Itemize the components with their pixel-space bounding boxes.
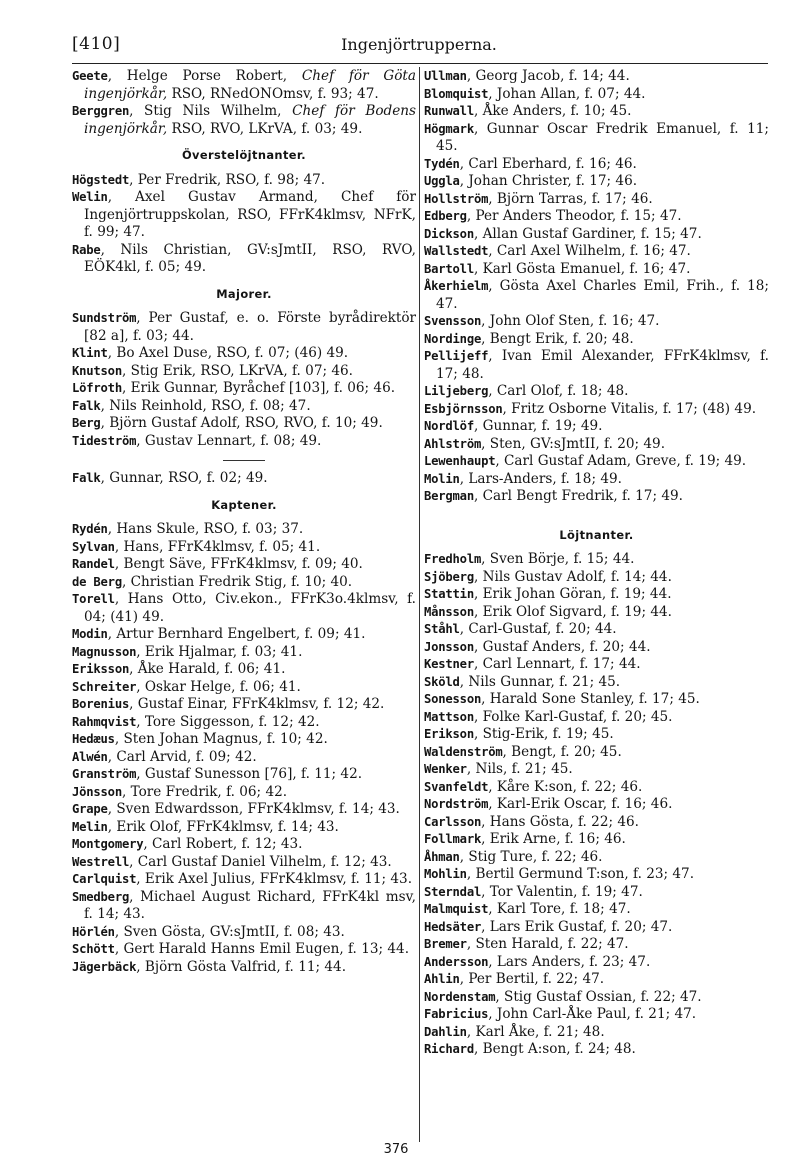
entry-surname: Hollström — [424, 191, 489, 206]
entry-surname: Schött — [72, 942, 115, 956]
entry-details: , Gunnar Oscar Fredrik Emanuel, f. 11; 45. — [436, 120, 769, 154]
entry-details: , Gert Harald Hanns Emil Eugen, f. 13; 44. — [114, 941, 410, 957]
register-entry — [72, 626, 416, 644]
entry-details: RSO, RNedONOmsv, f. 93; 47. — [167, 85, 379, 102]
register-entry — [72, 591, 416, 626]
entry-details: , Hans Skule, RSO, f. 03; 37. — [107, 521, 304, 537]
entry-details: , Axel Gustav Armand, Chef för Ingenjörtruppskolan, RSO, FFrK4klmsv, NFrK, f. 99; 47. — [84, 189, 416, 240]
entry-details: , Hans Gösta, f. 22; 46. — [481, 813, 639, 830]
entry-surname: Molin — [424, 471, 460, 486]
register-entry — [424, 173, 769, 191]
register-entry — [424, 278, 769, 313]
section-heading: Majorer. — [216, 286, 272, 301]
entry-details: , Carl-Gustaf, f. 20; 44. — [459, 621, 617, 637]
register-entry — [424, 551, 769, 569]
entry-details: , Gunnar, f. 19; 49. — [473, 418, 603, 434]
register-entry — [424, 726, 769, 744]
entry-surname: Alwén — [72, 749, 108, 764]
entry-surname: Malmquist — [424, 902, 489, 916]
entry-details: , Karl Åke, f. 21; 48. — [466, 1023, 605, 1040]
entry-details: , Carl Gustaf Adam, Greve, f. 19; 49. — [495, 453, 747, 469]
register-entry — [72, 470, 416, 488]
register-entry — [72, 959, 416, 977]
entry-surname: Esbjörnsson — [424, 401, 503, 416]
entry-details: , Björn Gösta Valfrid, f. 11; 44. — [136, 958, 347, 975]
entry-surname: Waldenström — [424, 744, 503, 759]
register-entry — [424, 744, 769, 762]
entry-details: , Michael August Richard, FFrK4kl msv, f. 14; 43. — [84, 888, 416, 922]
column-divider — [419, 67, 420, 1142]
right-column — [424, 68, 769, 1059]
register-entry — [424, 674, 769, 692]
entry-details: , Nils Gunnar, f. 21; 45. — [459, 673, 621, 690]
entry-surname: Wallstedt — [424, 244, 489, 258]
entry-surname: Tydén — [424, 156, 460, 171]
register-entry — [72, 644, 416, 662]
entry-surname: Månsson — [424, 604, 474, 619]
entry-details: , Björn Tarras, f. 17; 46. — [488, 190, 653, 207]
entry-surname: Welin — [72, 190, 108, 204]
register-entry — [72, 766, 416, 784]
register-entry — [424, 331, 769, 349]
entry-title-italic: Chef för Göta ingenjörkår, — [84, 68, 416, 102]
entry-details: , Hans Otto, Civ.ekon., FFrK3o.4klmsv, f. 04; (41) 49. — [84, 591, 416, 625]
entry-surname: Hedsäter — [424, 919, 482, 934]
page-header — [72, 34, 766, 60]
register-entry — [424, 313, 769, 331]
register-entry — [72, 189, 416, 242]
register-entry — [424, 971, 769, 989]
entry-surname: Ahlin — [424, 972, 460, 986]
entry-details: , Nils, f. 21; 45. — [466, 761, 573, 777]
entry-surname: Bergman — [424, 489, 474, 503]
register-entry — [424, 86, 769, 104]
entry-details: , Gustaf Einar, FFrK4klmsv, f. 12; 42. — [129, 696, 385, 712]
entry-surname: Grape — [72, 802, 108, 816]
entry-surname: Runwall — [424, 104, 474, 118]
register-entry — [424, 796, 769, 814]
entry-details: , Fritz Osborne Vitalis, f. 17; (48) 49. — [502, 400, 757, 417]
register-entry — [72, 784, 416, 802]
entry-details: , Carl Lennart, f. 17; 44. — [473, 656, 641, 672]
register-entry — [72, 345, 416, 363]
entry-surname: Ståhl — [424, 622, 460, 636]
register-entry — [424, 488, 769, 506]
entry-details: , Nils Gustav Adolf, f. 14; 44. — [473, 568, 672, 585]
entry-surname: Nordinge — [424, 331, 482, 346]
register-entry — [424, 761, 769, 779]
register-entry — [424, 226, 769, 244]
entry-details: , Sven Börje, f. 15; 44. — [481, 551, 635, 567]
entry-details: , Per Anders Theodor, f. 15; 47. — [466, 208, 682, 224]
entry-details: , Nils Reinhold, RSO, f. 08; 47. — [100, 397, 311, 414]
running-title: Ingenjörtrupperna. — [341, 35, 497, 54]
register-entry — [72, 924, 416, 942]
register-entry — [424, 383, 769, 401]
entry-details: , Helge Porse Robert, — [107, 68, 302, 84]
register-entry — [424, 691, 769, 709]
register-entry — [424, 901, 769, 919]
register-entry — [424, 709, 769, 727]
entry-surname: Carlsson — [424, 814, 482, 829]
entry-surname: Westrell — [72, 854, 130, 869]
entry-details: , Nils Christian, GV:sJmtII, RSO, RVO, EÖK4kl, f. 05; 49. — [84, 241, 416, 275]
entry-surname: Pellijeff — [424, 349, 489, 363]
entry-details: , Allan Gustaf Gardiner, f. 15; 47. — [473, 225, 702, 242]
entry-surname: Falk — [72, 471, 101, 485]
entry-details: , Carl Olof, f. 18; 48. — [488, 383, 629, 399]
entry-details: , Carl Axel Wilhelm, f. 16; 47. — [488, 243, 691, 259]
entry-surname: Magnusson — [72, 644, 137, 659]
section-heading: Löjtnanter. — [559, 527, 634, 542]
register-entry — [424, 621, 769, 639]
entry-surname: Kestner — [424, 657, 474, 671]
entry-surname: de Berg — [72, 574, 122, 589]
entry-details: , Per Bertil, f. 22; 47. — [459, 971, 605, 987]
entry-surname: Sundström — [72, 311, 137, 325]
register-entry — [424, 436, 769, 454]
register-entry — [72, 415, 416, 433]
entry-surname: Tideström — [72, 433, 137, 448]
register-entry — [424, 936, 769, 954]
entry-surname: Rahmqvist — [72, 714, 137, 729]
register-entry — [72, 172, 416, 190]
register-entry — [72, 731, 416, 749]
register-entry — [424, 243, 769, 261]
entry-details: , Sten Johan Magnus, f. 10; 42. — [114, 731, 328, 747]
entry-surname: Sterndal — [424, 884, 482, 899]
entry-surname: Lewenhaupt — [424, 454, 496, 468]
register-entry — [424, 919, 769, 937]
entry-surname: Melin — [72, 819, 108, 834]
register-entry — [72, 801, 416, 819]
entry-details: , Stig Ture, f. 22; 46. — [459, 848, 603, 865]
entry-details: , Bengt A:son, f. 24; 48. — [473, 1041, 636, 1057]
entry-details: , Bertil Germund T:son, f. 23; 47. — [466, 866, 695, 882]
entry-details: , Christian Fredrik Stig, f. 10; 40. — [121, 573, 353, 590]
register-entry — [424, 1006, 769, 1024]
entry-surname: Erikson — [424, 727, 474, 741]
entry-details: , Erik Arne, f. 16; 46. — [481, 831, 626, 847]
register-entry — [424, 1041, 769, 1059]
register-entry — [72, 521, 416, 539]
entry-details: , Gustav Lennart, f. 08; 49. — [136, 432, 322, 449]
spacer — [424, 506, 769, 518]
register-entry — [424, 1024, 769, 1042]
entry-details: , Erik Hjalmar, f. 03; 41. — [136, 643, 303, 660]
entry-surname: Dahlin — [424, 1024, 467, 1039]
register-entry — [424, 849, 769, 867]
entry-details: , Carl Gustaf Daniel Vilhelm, f. 12; 43. — [129, 853, 392, 870]
entry-surname: Geete — [72, 69, 108, 83]
entry-details: , John Carl-Åke Paul, f. 21; 47. — [488, 1006, 697, 1022]
entry-details: , Erik Johan Göran, f. 19; 44. — [473, 586, 672, 602]
left-column — [72, 68, 416, 976]
entry-title-italic: Chef för Bodens ingenjörkår, — [84, 103, 416, 137]
entry-surname: Smedberg — [72, 889, 130, 904]
entry-details: , Folke Karl-Gustaf, f. 20; 45. — [473, 708, 673, 725]
register-entry — [72, 363, 416, 381]
entry-surname: Jonsson — [424, 639, 474, 654]
register-entry — [72, 941, 416, 959]
register-entry — [424, 121, 769, 156]
entry-surname: Åkerhielm — [424, 279, 489, 293]
register-entry — [424, 779, 769, 797]
entry-surname: Högstedt — [72, 172, 130, 187]
section-divider — [223, 460, 265, 461]
register-entry — [72, 871, 416, 889]
entry-details: , Lars-Anders, f. 18; 49. — [459, 470, 622, 487]
register-entry — [72, 819, 416, 837]
entry-details: , Erik Axel Julius, FFrK4klmsv, f. 11; 43. — [136, 871, 413, 887]
entry-details: , Bengt Erik, f. 20; 48. — [481, 330, 634, 347]
entry-surname: Schreiter — [72, 679, 137, 694]
register-entry — [72, 103, 416, 138]
register-entry — [72, 556, 416, 574]
entry-details: , Sven Gösta, GV:sJmtII, f. 08; 43. — [114, 923, 345, 940]
entry-details: , Oskar Helge, f. 06; 41. — [136, 678, 301, 695]
entry-details: , Kåre K:son, f. 22; 46. — [488, 778, 643, 795]
register-entry — [424, 954, 769, 972]
entry-details: , Georg Jacob, f. 14; 44. — [466, 68, 630, 84]
entry-details: , Bengt Säve, FFrK4klmsv, f. 09; 40. — [114, 556, 363, 572]
entry-details: , Lars Anders, f. 23; 47. — [488, 953, 651, 970]
entry-surname: Modin — [72, 627, 108, 641]
entry-details: , Carl Bengt Fredrik, f. 17; 49. — [473, 488, 683, 504]
register-entry — [424, 656, 769, 674]
entry-surname: Svensson — [424, 314, 482, 328]
entry-details: , Per Fredrik, RSO, f. 98; 47. — [129, 171, 326, 188]
footer-folio: 376 — [383, 1142, 409, 1157]
entry-surname: Dickson — [424, 226, 474, 241]
register-entry — [72, 539, 416, 557]
register-entry — [72, 68, 416, 103]
entry-surname: Sköld — [424, 674, 460, 689]
entry-surname: Berggren — [72, 104, 130, 118]
entry-surname: Borenius — [72, 697, 130, 711]
entry-surname: Nordström — [424, 797, 489, 811]
entry-surname: Fabricius — [424, 1007, 489, 1021]
entry-details: , Carl Arvid, f. 09; 42. — [107, 748, 257, 765]
register-entry — [72, 398, 416, 416]
entry-surname: Blomquist — [424, 86, 489, 101]
entry-surname: Wenker — [424, 762, 467, 776]
entry-surname: Knutson — [72, 363, 122, 378]
entry-surname: Eriksson — [72, 662, 130, 676]
entry-details: , Sten Harald, f. 22; 47. — [466, 936, 629, 952]
entry-surname: Richard — [424, 1042, 474, 1056]
entry-details: , Lars Erik Gustaf, f. 20; 47. — [481, 918, 673, 935]
register-entry — [424, 639, 769, 657]
entry-details: , Sten, GV:sJmtII, f. 20; 49. — [481, 435, 666, 452]
entry-surname: Hedæus — [72, 732, 115, 746]
entry-surname: Berg — [72, 416, 101, 430]
entry-details: , Hans, FFrK4klmsv, f. 05; 41. — [114, 538, 321, 555]
entry-details: , Stig Nils Wilhelm, — [129, 103, 293, 119]
entry-surname: Klint — [72, 346, 108, 360]
register-entry — [72, 679, 416, 697]
register-entry — [72, 749, 416, 767]
entry-details: , Bengt, f. 20; 45. — [502, 743, 622, 760]
register-entry — [72, 574, 416, 592]
entry-details: , Åke Harald, f. 06; 41. — [129, 661, 286, 677]
entry-details: , Gösta Axel Charles Emil, Frih., f. 18; 47. — [436, 278, 769, 312]
entry-surname: Torell — [72, 592, 115, 606]
register-entry — [72, 889, 416, 924]
entry-surname: Nordenstam — [424, 989, 496, 1004]
entry-surname: Hörlén — [72, 924, 115, 939]
entry-details: , Johan Allan, f. 07; 44. — [488, 85, 646, 102]
entry-surname: Liljeberg — [424, 384, 489, 398]
entry-details: , Johan Christer, f. 17; 46. — [459, 173, 638, 189]
entry-details: , Bo Axel Duse, RSO, f. 07; (46) 49. — [107, 345, 349, 361]
entry-surname: Sylvan — [72, 539, 115, 554]
register-entry — [424, 471, 769, 489]
entry-surname: Montgomery — [72, 837, 144, 851]
register-entry — [424, 831, 769, 849]
register-entry — [424, 453, 769, 471]
section-heading: Överstelöjtnanter. — [181, 148, 307, 162]
register-entry — [424, 261, 769, 279]
entry-details: , Tor Valentin, f. 19; 47. — [481, 883, 643, 900]
entry-details: , Harald Sone Stanley, f. 17; 45. — [481, 691, 700, 707]
entry-surname: Stattin — [424, 587, 474, 601]
register-entry — [424, 604, 769, 622]
register-entry — [72, 380, 416, 398]
entry-surname: Bremer — [424, 937, 467, 951]
entry-details: , Gustaf Anders, f. 20; 44. — [473, 638, 651, 655]
entry-surname: Carlquist — [72, 872, 137, 886]
entry-surname: Nordlöf — [424, 419, 474, 433]
register-entry — [424, 208, 769, 226]
entry-surname: Löfroth — [72, 381, 122, 395]
entry-details: , Karl Gösta Emanuel, f. 16; 47. — [473, 260, 691, 277]
entry-details: , Erik Olof Sigvard, f. 19; 44. — [473, 603, 672, 620]
register-entry — [424, 989, 769, 1007]
entry-surname: Uggla — [424, 174, 460, 188]
page-number: [410] — [72, 34, 121, 54]
entry-surname: Högmark — [424, 121, 474, 136]
entry-surname: Andersson — [424, 954, 489, 969]
entry-details: , Karl-Erik Oscar, f. 16; 46. — [488, 796, 673, 812]
register-entry — [424, 418, 769, 436]
entry-details: , Gunnar, RSO, f. 02; 49. — [100, 470, 268, 486]
entry-surname: Fredholm — [424, 552, 482, 566]
entry-details: , Erik Olof, FFrK4klmsv, f. 14; 43. — [107, 818, 339, 835]
register-entry — [424, 814, 769, 832]
entry-details: , Gustaf Sunesson [76], f. 11; 42. — [136, 766, 363, 782]
entry-surname: Falk — [72, 398, 101, 413]
register-entry — [72, 696, 416, 714]
entry-details: , Björn Gustaf Adolf, RSO, RVO, f. 10; 49. — [100, 415, 383, 431]
entry-details: , Per Gustaf, e. o. Förste byrådirektör [82 a], f. 03; 44. — [84, 310, 416, 344]
entry-details: , John Olof Sten, f. 16; 47. — [481, 313, 660, 329]
entry-surname: Mattson — [424, 709, 474, 724]
entry-details: , Sven Edwardsson, FFrK4klmsv, f. 14; 43. — [107, 801, 400, 817]
header-rule — [72, 63, 768, 64]
entry-details: , Stig Erik, RSO, LKrVA, f. 07; 46. — [121, 362, 353, 379]
register-entry — [424, 68, 769, 86]
entry-details: , Carl Eberhard, f. 16; 46. — [459, 155, 637, 172]
register-entry — [424, 191, 769, 209]
entry-surname: Bartoll — [424, 261, 474, 276]
register-entry — [72, 310, 416, 345]
entry-details: , Stig-Erik, f. 19; 45. — [473, 726, 614, 742]
entry-surname: Follmark — [424, 832, 482, 846]
entry-surname: Granström — [72, 767, 137, 781]
entry-surname: Åhman — [424, 849, 460, 864]
register-entry — [72, 433, 416, 451]
register-entry — [424, 401, 769, 419]
entry-surname: Sjöberg — [424, 569, 474, 584]
entry-surname: Ahlström — [424, 436, 482, 451]
entry-surname: Sonesson — [424, 692, 482, 706]
entry-details: , Artur Bernhard Engelbert, f. 09; 41. — [107, 626, 366, 642]
entry-details: , Carl Robert, f. 12; 43. — [143, 836, 303, 852]
register-entry — [424, 569, 769, 587]
entry-details: RSO, RVO, LKrVA, f. 03; 49. — [167, 120, 363, 137]
entry-details: , Tore Fredrik, f. 06; 42. — [121, 783, 288, 800]
entry-details: , Stig Gustaf Ossian, f. 22; 47. — [495, 988, 702, 1005]
entry-surname: Svanfeldt — [424, 779, 489, 794]
entry-surname: Mohlin — [424, 867, 467, 881]
entry-surname: Rydén — [72, 522, 108, 536]
entry-details: , Erik Gunnar, Byråchef [103], f. 06; 46. — [121, 380, 396, 396]
entry-details: , Karl Tore, f. 18; 47. — [488, 901, 631, 917]
register-entry — [424, 103, 769, 121]
register-entry — [424, 348, 769, 383]
entry-surname: Jönsson — [72, 784, 122, 799]
register-entry — [424, 866, 769, 884]
entry-details: , Åke Anders, f. 10; 45. — [473, 103, 632, 119]
entry-details: , Ivan Emil Alexander, FFrK4klmsv, f. 17; 48. — [436, 348, 769, 382]
register-entry — [424, 884, 769, 902]
register-entry — [424, 586, 769, 604]
entry-details: , Tore Siggesson, f. 12; 42. — [136, 713, 320, 730]
entry-surname: Ullman — [424, 69, 467, 83]
register-entry — [72, 661, 416, 679]
register-entry — [72, 854, 416, 872]
entry-surname: Randel — [72, 557, 115, 571]
entry-surname: Jägerbäck — [72, 959, 137, 974]
register-entry — [424, 156, 769, 174]
register-entry — [72, 714, 416, 732]
register-entry — [72, 242, 416, 277]
entry-surname: Rabe — [72, 242, 101, 257]
section-heading: Kaptener. — [211, 497, 277, 512]
entry-surname: Edberg — [424, 209, 467, 223]
register-entry — [72, 836, 416, 854]
